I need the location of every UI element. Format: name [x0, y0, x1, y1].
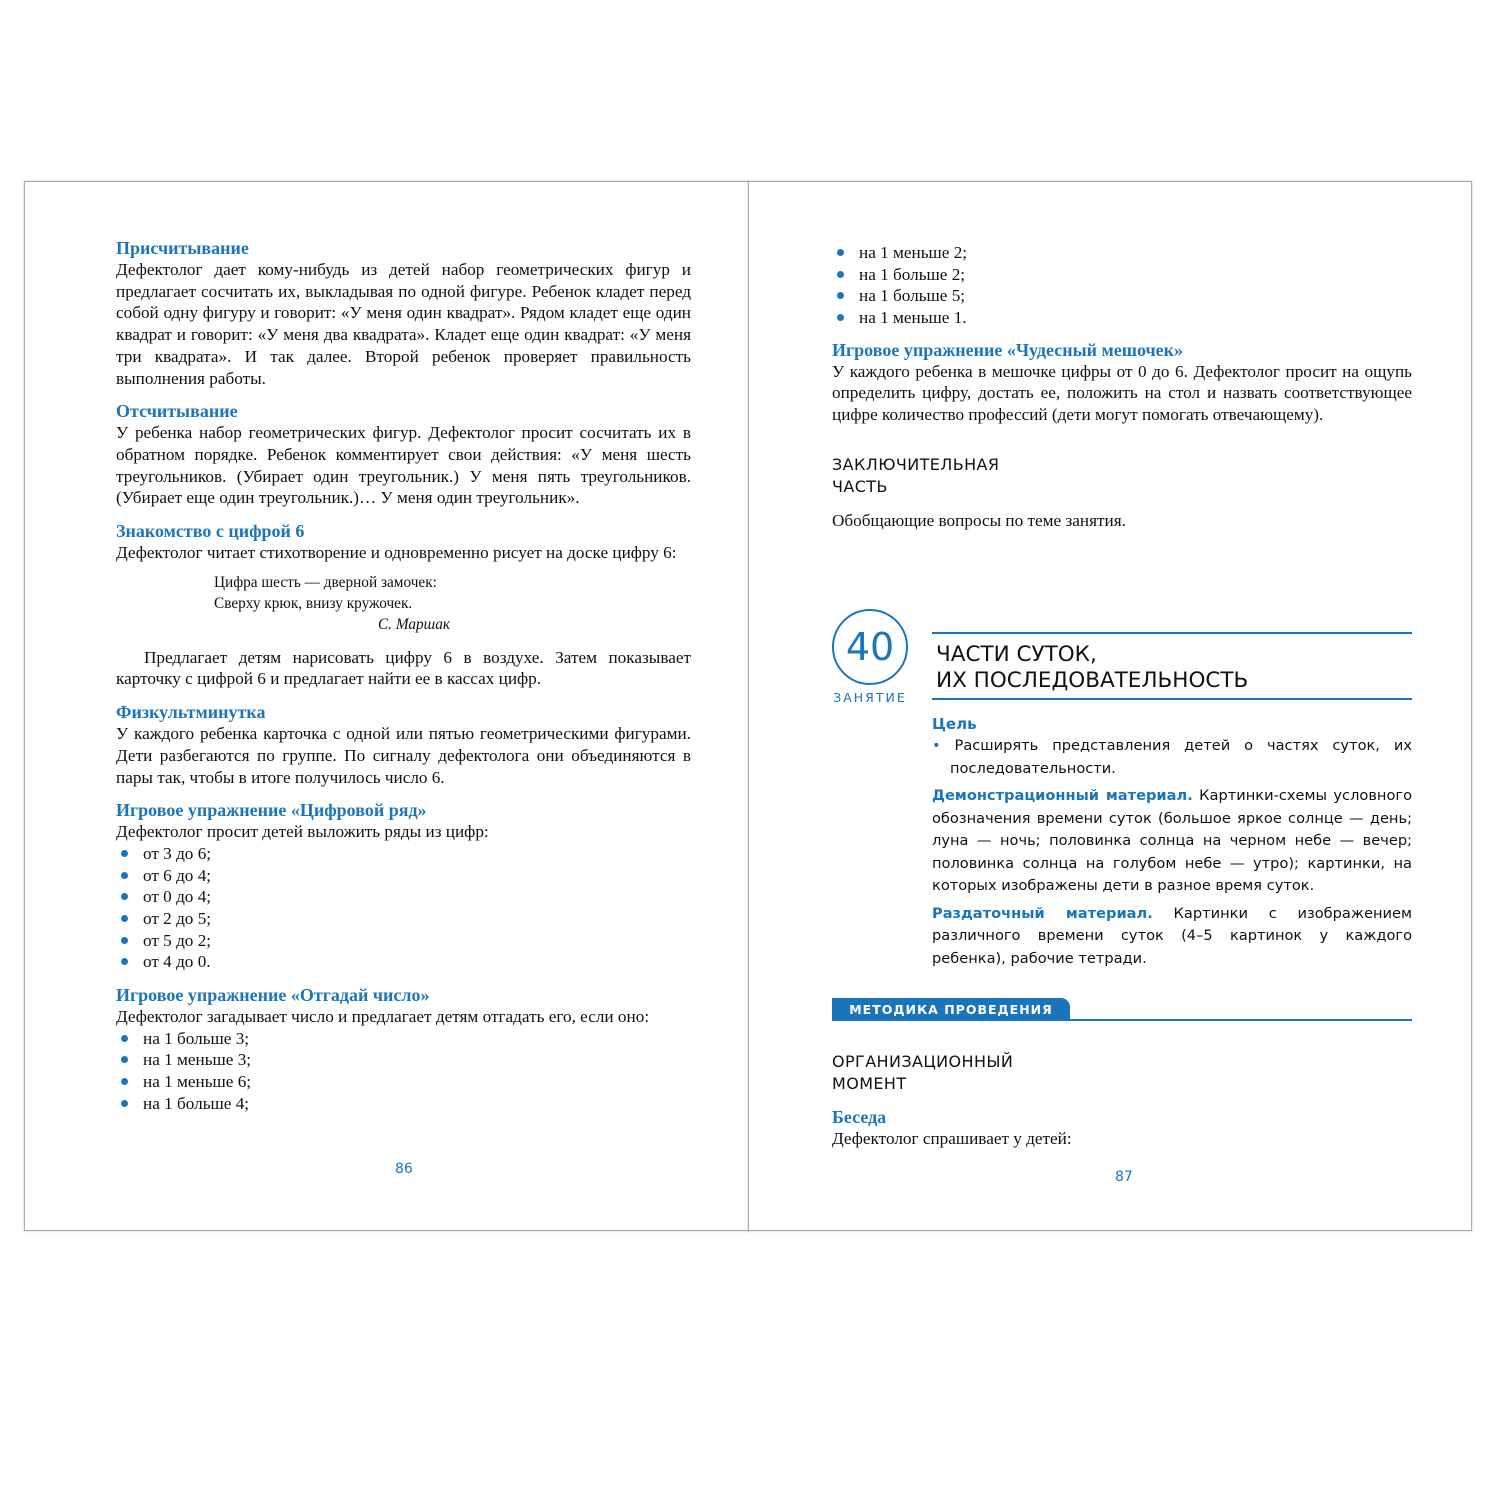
list-guess-number-continued	[832, 242, 1412, 329]
section-title-line: МОМЕНТ	[832, 1074, 907, 1093]
page-number-right: 87	[1115, 1169, 1133, 1185]
list-item: на 1 меньше 3;	[116, 1049, 691, 1071]
goal-text	[932, 735, 1412, 780]
lesson-number-circle	[832, 609, 908, 685]
lesson-title-line: ИХ ПОСЛЕДОВАТЕЛЬНОСТЬ	[936, 668, 1249, 693]
page-right	[748, 181, 1472, 1231]
left-column	[116, 237, 691, 1115]
poem-author: С. Маршак	[377, 615, 450, 633]
paragraph-digit-row: Дефектолог просит детей выложить ряды из цифр:	[116, 822, 489, 842]
heading-digit-row: Игровое упражнение «Цифровой ряд»	[116, 800, 427, 821]
list-guess-number	[116, 1028, 691, 1115]
poem-line: Сверху крюк, внизу кружочек.	[214, 594, 413, 612]
demo-material	[932, 785, 1412, 898]
paragraph-digit-six: Дефектолог читает стихотворение и одновременно рисует на доске цифру 6:	[116, 543, 677, 563]
paragraph-magic-bag: У каждого ребенка в мешочке цифры от 0 до 6. Дефектолог просит на ощупь определить цифру, достать ее, положить на стол и назвать соответствующее цифре количество профессий (дети могут помогать отвечающему).	[832, 361, 1412, 425]
list-item: на 1 меньше 6;	[116, 1071, 691, 1093]
heading-guess-number: Игровое упражнение «Отгадай число»	[116, 985, 430, 1006]
list-item: от 2 до 5;	[116, 908, 691, 930]
list-item: от 6 до 4;	[116, 865, 691, 887]
lesson-label: ЗАНЯТИЕ	[833, 690, 907, 705]
handout-material-text: Картинки с изображением различного времени суток (4–5 картинок у каждого ребенка), рабочие тетради.	[932, 904, 1412, 967]
paragraph-final-part: Обобщающие вопросы по теме занятия.	[832, 510, 1126, 530]
method-tab	[832, 998, 1070, 1020]
paragraph-otschityvanie: У ребенка набор геометрических фигур. Дефектолог просит сосчитать их в обратном порядке. Ребенок комментирует свои действия: «У меня шесть треугольников. (Убирает один треугольник.) У меня пять треугольников. (Убирает еще один треугольник.)… У меня один треугольник».	[116, 423, 691, 508]
paragraph-fizkultminutka: У каждого ребенка карточка с одной или пятью геометрическими фигурами. Дети разбегаются по группе. По сигналу дефектолога они объединяются в пары так, чтобы в итоге получилось число 6.	[116, 724, 691, 787]
demo-material-label: Демонстрационный материал.	[932, 787, 1193, 804]
heading-prischityvanie: Присчитывание	[116, 238, 249, 258]
page-number-left: 86	[395, 1161, 413, 1177]
list-item: на 1 больше 4;	[116, 1093, 691, 1115]
heading-digit-six: Знакомство с цифрой 6	[116, 521, 305, 542]
demo-material-text: Картинки-схемы условного обозначения времени суток (большое яркое солнце — день; луна — ночь; половинка солнца на черном небе — вечер; половинка солнца на голубом небе — утро); картинки, на которых изображены дети в разное время суток.	[932, 787, 1413, 894]
bullet-icon: •	[932, 737, 955, 754]
poem-line: Цифра шесть — дверной замочек:	[214, 573, 437, 591]
section-title-line: ОРГАНИЗАЦИОННЫЙ	[832, 1052, 1014, 1071]
paragraph-guess-number: Дефектолог загадывает число и предлагает детям отгадать его, если оно:	[116, 1007, 650, 1027]
handout-material-label: Раздаточный материал.	[932, 904, 1153, 922]
paragraph-talk: Дефектолог спрашивает у детей:	[832, 1129, 1072, 1148]
goal-text-body: Расширять представления детей о частях суток, их последовательности.	[950, 737, 1412, 777]
list-digit-row	[116, 843, 691, 973]
lesson-intro	[932, 713, 1412, 970]
lesson-title-line: ЧАСТИ СУТОК,	[936, 642, 1097, 667]
handout-material	[932, 903, 1412, 971]
final-part-heading	[832, 454, 1412, 498]
page-left	[24, 181, 750, 1231]
right-column-bottom	[832, 1051, 1412, 1150]
list-item: на 1 больше 3;	[116, 1028, 691, 1050]
list-item: на 1 меньше 1.	[832, 307, 1412, 329]
goal-heading: Цель	[932, 715, 977, 733]
list-item: от 5 до 2;	[116, 930, 691, 952]
list-item: на 1 больше 2;	[832, 264, 1412, 286]
poem-block	[214, 572, 450, 635]
section-title-line: ЧАСТЬ	[832, 476, 888, 496]
lesson-title	[936, 642, 1412, 694]
method-rule	[832, 1019, 1412, 1021]
right-column-top	[832, 242, 1412, 532]
method-tab-label: МЕТОДИКА ПРОВЕДЕНИЯ	[849, 1001, 1053, 1017]
heading-fizkultminutka: Физкультминутка	[116, 702, 266, 723]
title-rule-bottom	[932, 698, 1412, 700]
heading-talk: Беседа	[832, 1107, 887, 1127]
list-item: от 4 до 0.	[116, 951, 691, 973]
title-rule-top	[932, 632, 1412, 634]
list-item: на 1 меньше 2;	[832, 242, 1412, 264]
heading-otschityvanie: Отсчитывание	[116, 401, 238, 422]
list-item: от 3 до 6;	[116, 843, 691, 865]
list-item: от 0 до 4;	[116, 886, 691, 908]
heading-magic-bag: Игровое упражнение «Чудесный мешочек»	[832, 339, 1184, 360]
paragraph-draw-six: Предлагает детям нарисовать цифру 6 в воздухе. Затем показывает карточку с цифрой 6 и предлагает найти ее в кассах цифр.	[116, 647, 691, 689]
book-spread	[24, 181, 1472, 1231]
paragraph-prischityvanie: Дефектолог дает кому-нибудь из детей набор геометрических фигур и предлагает сосчитать их, выкладывая по одной фигуре. Ребенок кладет перед собой одну фигуру и говорит: «У меня один квадрат». Рядом кладет еще один квадрат и говорит: «У меня два квадрата». Кладет еще один квадрат: «У меня три квадрата». И так далее. Второй ребенок проверяет правильность выполнения работы.	[116, 260, 691, 388]
section-title-line: ЗАКЛЮЧИТЕЛЬНАЯ	[832, 454, 1000, 474]
list-item: на 1 больше 5;	[832, 285, 1412, 307]
lesson-number: 40	[845, 625, 895, 669]
